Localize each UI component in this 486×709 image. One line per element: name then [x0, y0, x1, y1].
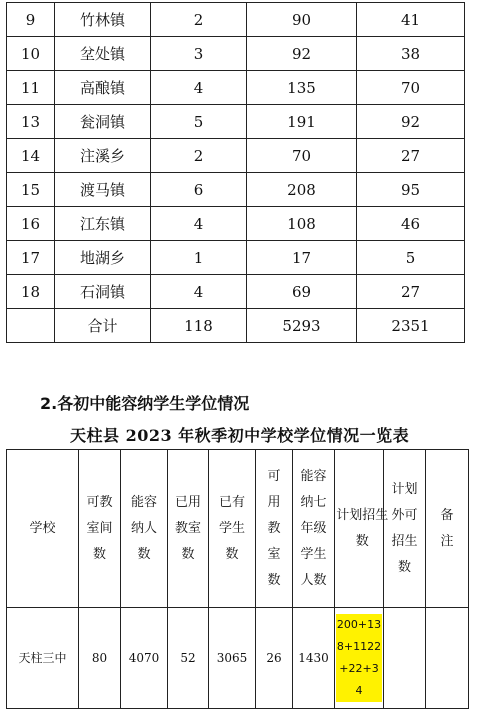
table-cell: 坌处镇 — [55, 37, 151, 71]
table-cell: 高酿镇 — [55, 71, 151, 105]
table-cell: 5293 — [247, 309, 357, 343]
table-row — [7, 207, 465, 241]
table-cell: 3065 — [209, 608, 256, 709]
table-cell: 竹林镇 — [55, 3, 151, 37]
table-cell: 1 — [151, 241, 247, 275]
header-cell: 可用教室数 — [256, 450, 293, 608]
table-cell: 4070 — [121, 608, 168, 709]
table-cell: 4 — [151, 275, 247, 309]
township-enrollment-table — [6, 2, 465, 343]
table-row — [7, 173, 465, 207]
highlighted-plan-value: 200+138+1122+22+34 — [336, 614, 382, 702]
table-cell: 41 — [357, 3, 465, 37]
table-cell: 17 — [7, 241, 55, 275]
table-cell: 2 — [151, 3, 247, 37]
header-cell: 计划外可招生数 — [384, 450, 426, 608]
header-cell: 已有学生数 — [209, 450, 256, 608]
table-cell: 69 — [247, 275, 357, 309]
table-cell: 江东镇 — [55, 207, 151, 241]
table-cell: 27 — [357, 275, 465, 309]
total-row — [7, 309, 465, 343]
table-cell: 3 — [151, 37, 247, 71]
table-title: 天柱县 2023 年秋季初中学校学位情况一览表 — [70, 426, 410, 445]
header-cell: 计划招生数 — [335, 450, 384, 608]
table-cell: 10 — [7, 37, 55, 71]
table-cell: 17 — [247, 241, 357, 275]
table-cell: 95 — [357, 173, 465, 207]
table-cell: 208 — [247, 173, 357, 207]
school-capacity-table — [6, 449, 469, 709]
table-cell: 108 — [247, 207, 357, 241]
table-cell: 天柱三中 — [7, 608, 79, 709]
table-cell: 15 — [7, 173, 55, 207]
table-row — [7, 241, 465, 275]
table-row — [7, 71, 465, 105]
table-cell: 135 — [247, 71, 357, 105]
table-row — [7, 105, 465, 139]
table-cell: 2351 — [357, 309, 465, 343]
table-cell: 4 — [151, 71, 247, 105]
table-cell: 2 — [151, 139, 247, 173]
header-cell: 能容纳七年级学生人数 — [293, 450, 335, 608]
table-cell: 16 — [7, 207, 55, 241]
table-cell: 合计 — [55, 309, 151, 343]
table-cell: 注溪乡 — [55, 139, 151, 173]
table-cell — [335, 608, 384, 709]
table-cell: 46 — [357, 207, 465, 241]
table-cell: 118 — [151, 309, 247, 343]
header-cell: 备注 — [426, 450, 469, 608]
table-row — [7, 37, 465, 71]
table-cell: 80 — [79, 608, 121, 709]
table-cell: 石洞镇 — [55, 275, 151, 309]
table-cell: 70 — [247, 139, 357, 173]
table-row — [7, 275, 465, 309]
table-cell: 13 — [7, 105, 55, 139]
table-row — [7, 139, 465, 173]
table-cell — [384, 608, 426, 709]
header-cell: 能容纳人数 — [121, 450, 168, 608]
table-cell: 9 — [7, 3, 55, 37]
table-cell: 38 — [357, 37, 465, 71]
table-cell: 26 — [256, 608, 293, 709]
table-cell: 11 — [7, 71, 55, 105]
table-row — [7, 608, 469, 709]
table-cell: 4 — [151, 207, 247, 241]
table-cell: 191 — [247, 105, 357, 139]
table-cell — [7, 309, 55, 343]
table-cell: 1430 — [293, 608, 335, 709]
table-cell: 14 — [7, 139, 55, 173]
header-cell: 已用教室数 — [168, 450, 209, 608]
table-cell: 5 — [357, 241, 465, 275]
header-cell: 可教室间数 — [79, 450, 121, 608]
table-cell: 70 — [357, 71, 465, 105]
table-cell: 27 — [357, 139, 465, 173]
table-header-row — [7, 450, 469, 608]
table-cell: 渡马镇 — [55, 173, 151, 207]
table-cell: 92 — [357, 105, 465, 139]
table-cell: 92 — [247, 37, 357, 71]
table-cell: 地湖乡 — [55, 241, 151, 275]
table-cell: 90 — [247, 3, 357, 37]
section-heading: 2.各初中能容纳学生学位情况 — [40, 394, 250, 413]
table-cell — [426, 608, 469, 709]
table-cell: 52 — [168, 608, 209, 709]
table-cell: 6 — [151, 173, 247, 207]
table-cell: 5 — [151, 105, 247, 139]
header-cell: 学校 — [7, 450, 79, 608]
table-row — [7, 3, 465, 37]
table-cell: 18 — [7, 275, 55, 309]
table-cell: 瓮洞镇 — [55, 105, 151, 139]
